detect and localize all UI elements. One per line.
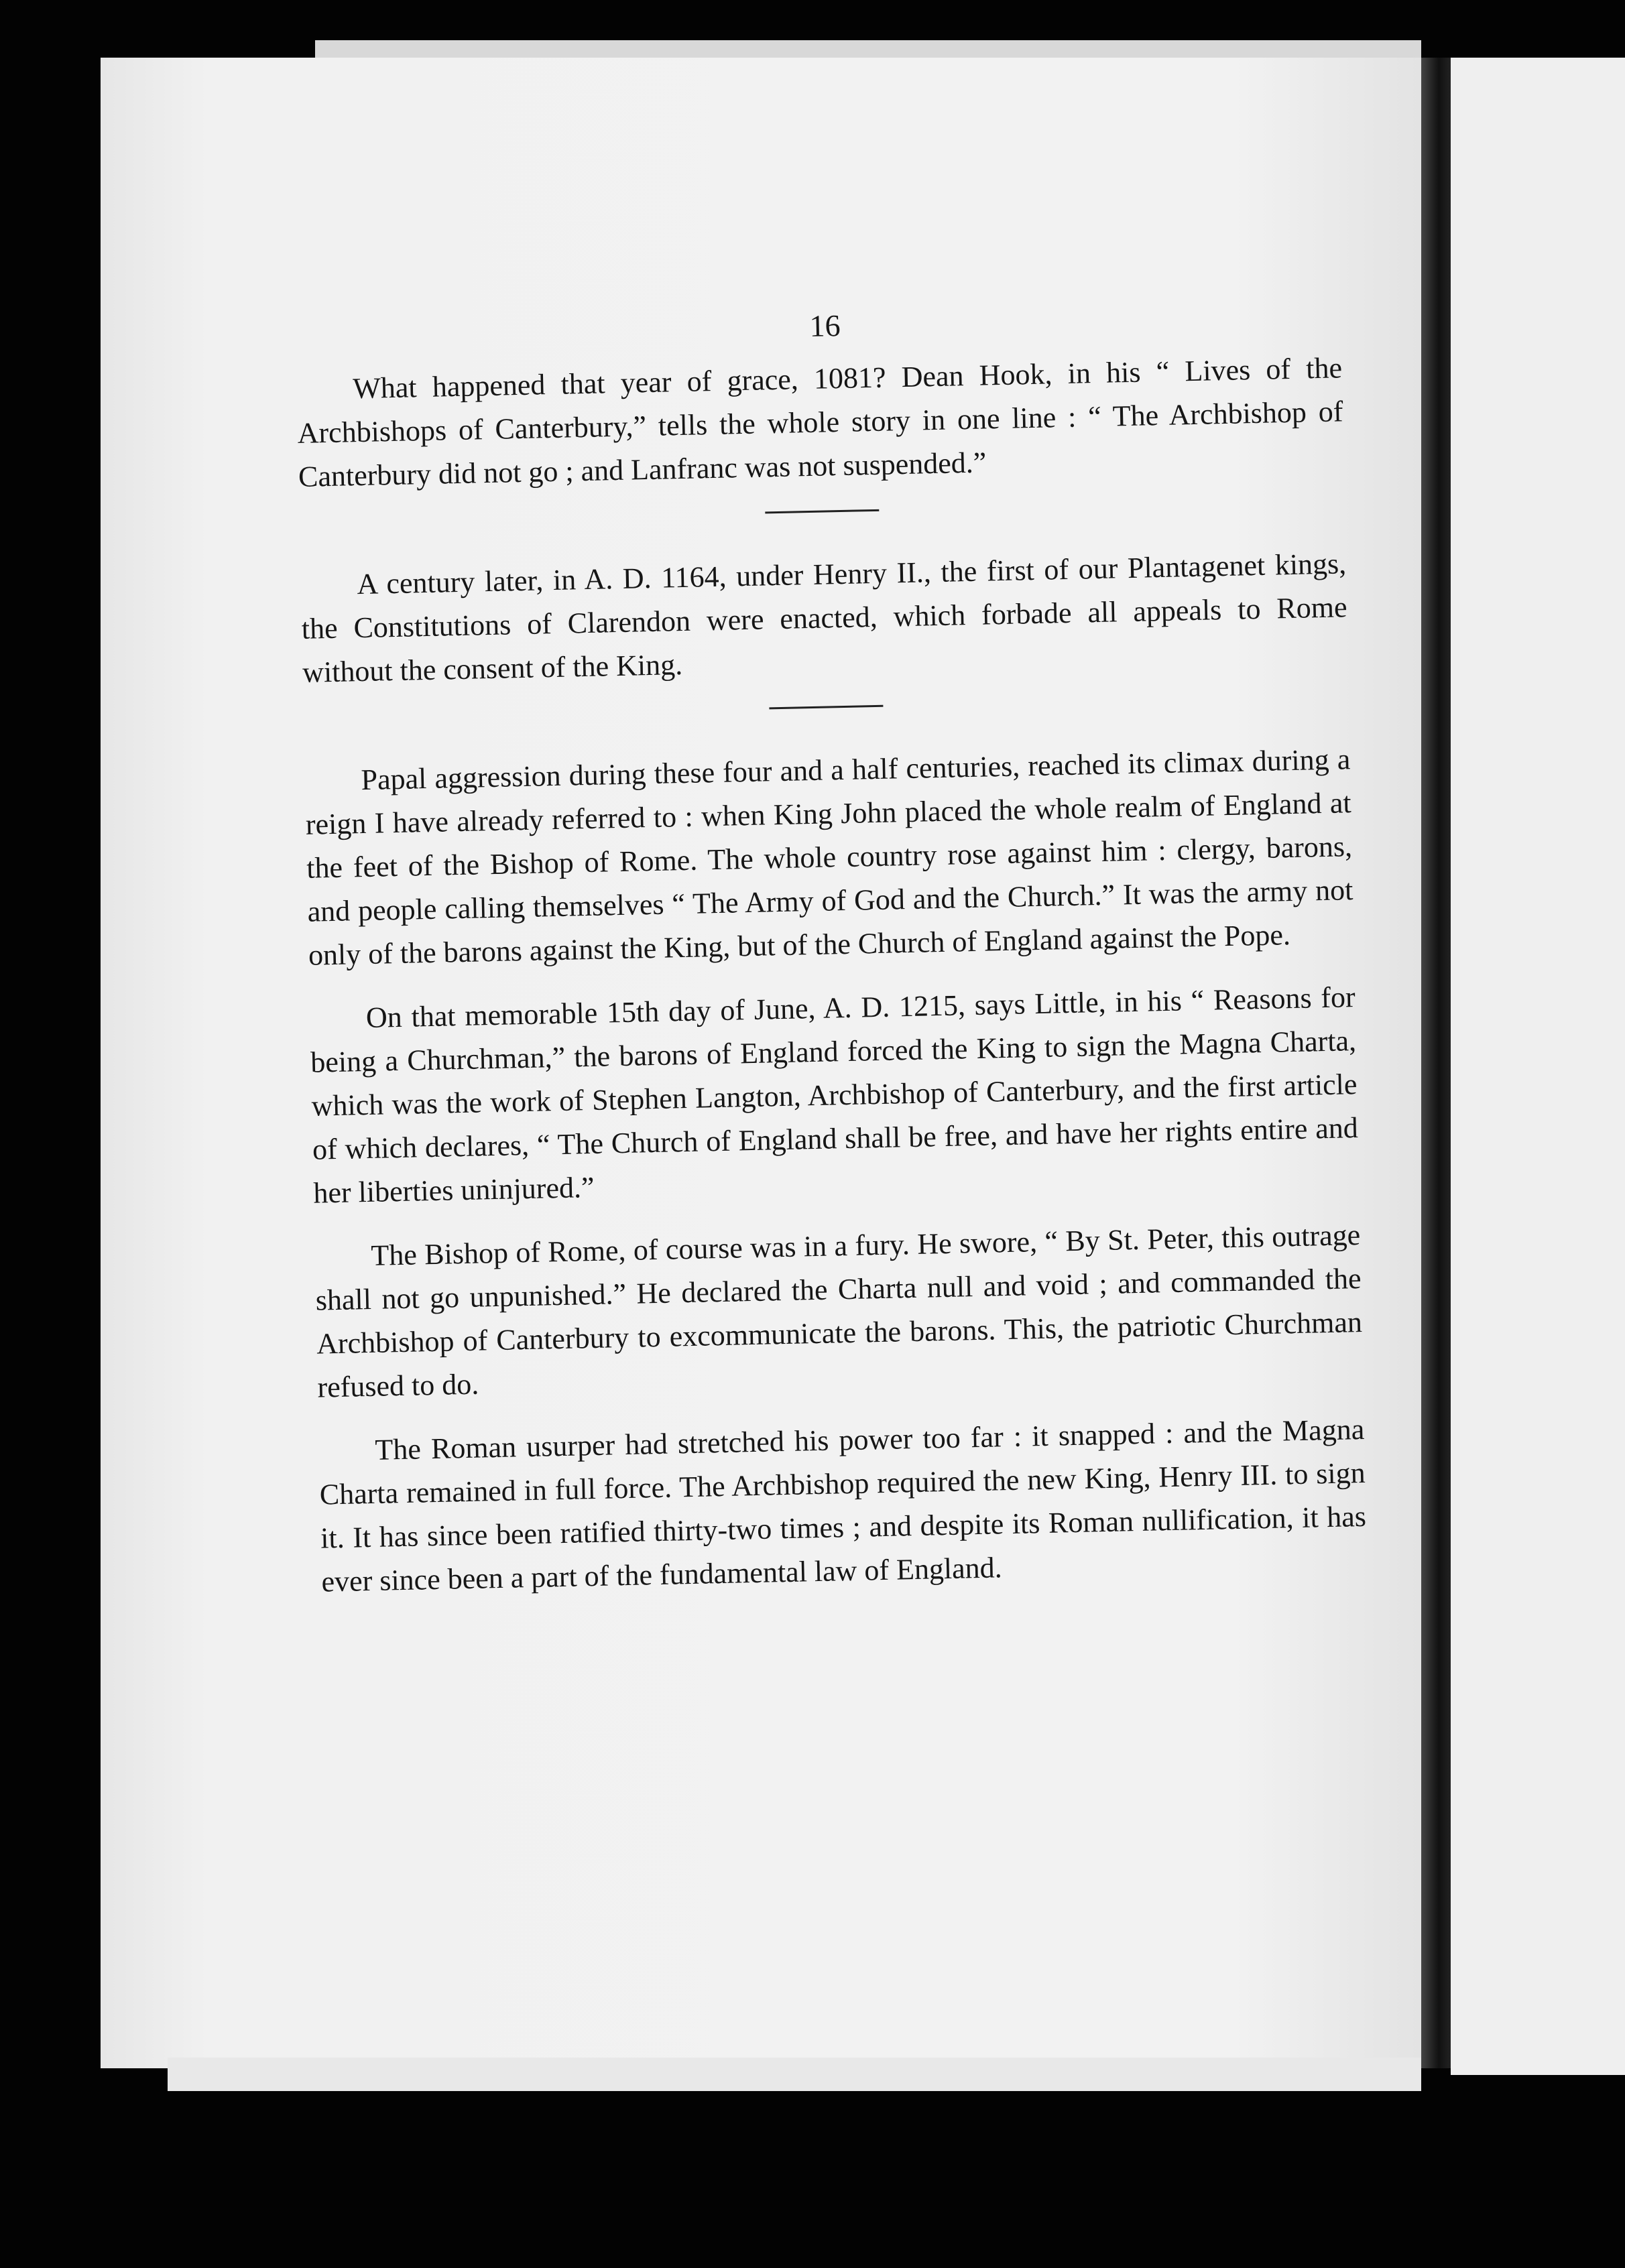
right-page <box>1451 58 1625 2075</box>
paragraph-hook-quote: What happened that year of grace, 1081? Dean Hook, in his “ Lives of the Archbishops of Canterbury,” tells the whole story in one line : “ The Archbishop of Canterbury did not go ; and Lanfranc was not suspended.” <box>297 351 1343 493</box>
section-divider <box>769 705 883 710</box>
book-gutter <box>1421 58 1451 2068</box>
left-page-text <box>295 293 1368 1603</box>
paragraph-clarendon: A century later, in A. D. 1164, under Henry II., the first of our Plantagenet kings, the Constitutions of Clarendon were enacted, which forbade all appeals to Rome without the consent of the King. <box>301 547 1347 689</box>
page-number: 16 <box>808 308 841 343</box>
paragraph-roman-usurper: The Roman usurper had stretched his power too far : it snapped : and the Magna Charta remained in full force. The Archbishop required the new King, Henry III. to sign it. It has since been ratified thirty-two times ; and despite its Roman nullification, it has ever since been a part of the fundamental law of England. <box>319 1412 1367 1598</box>
page-stack-edge <box>315 40 1421 58</box>
left-page-bottom-edge <box>168 2058 1421 2091</box>
paragraph-bishop-fury: The Bishop of Rome, of course was in a fury. He swore, “ By St. Peter, this outrage shall not go unpunished.” He declared the Charta null and void ; and commanded the Archbishop of Canterbury to excommunicate the barons. This, the patriotic Churchman refused to do. <box>315 1218 1363 1404</box>
paragraph-papal-aggression: Papal aggression during these four and a half centuries, reached its climax during a reign I have already referred to : when King John placed the whole realm of England at the feet of the Bishop of Rome. The whole country rose against him : clergy, barons, and people calling themselves “ The Army of God and the Church.” It was the army not only of the barons against the King, but of the Church of England against the Pope. <box>305 743 1353 972</box>
paragraph-magna-charta: On that memorable 15th day of June, A. D. 1215, says Little, in his “ Reasons for being a Churchman,” the barons of England forced the King to sign the Magna Charta, which was the work of Stephen Langton, Archbishop of Canterbury, and the first article of which declares, “ The Church of England shall be free, and have her rights entire and her liberties uninjured.” <box>310 981 1359 1210</box>
section-divider <box>765 509 879 514</box>
